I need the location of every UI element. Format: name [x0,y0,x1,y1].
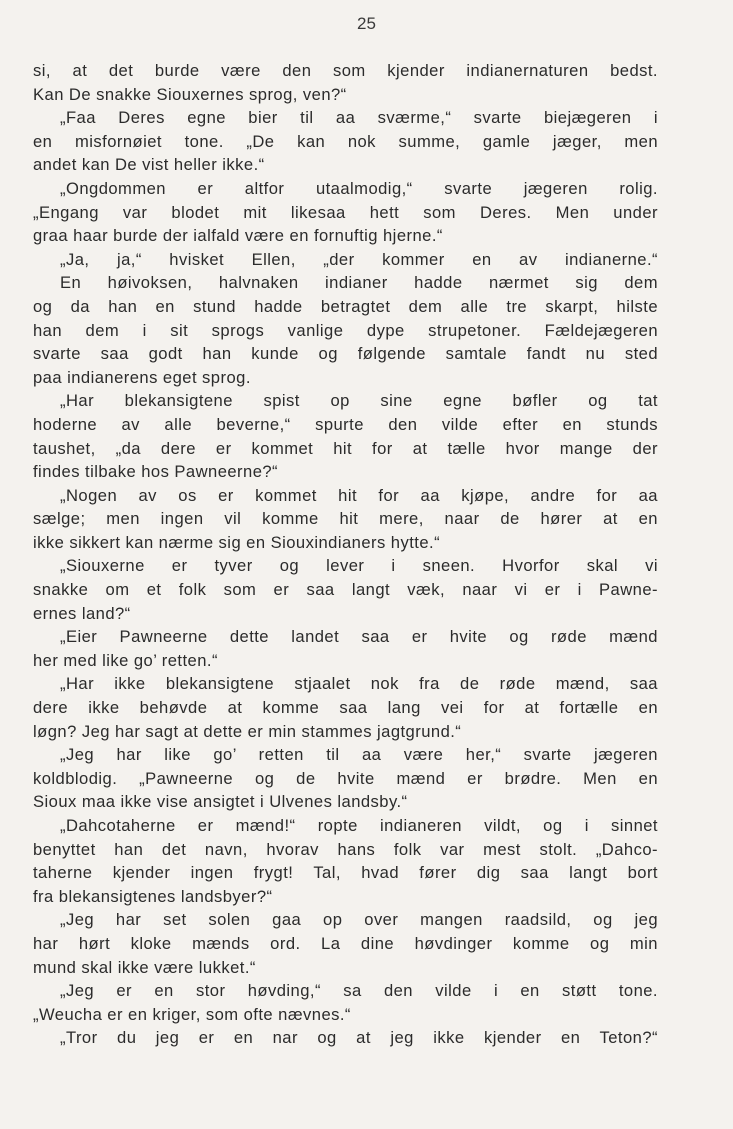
text-line: her med like go’ retten.“ [33,650,218,670]
text-line: Kan De snakke Siouxernes sprog, ven?“ [33,84,347,104]
text-line: mund skal ikke være lukket.“ [33,957,256,977]
text-line: koldblodig. „Pawneerne og de hvite mænd er brødre. Men en [33,768,658,788]
body-text [33,59,658,1050]
text-line: og da han en stund hadde betragtet dem alle tre skarpt, hilste [33,296,658,316]
text-line: „Jeg har like go’ retten til aa være her,“ svarte jægeren [60,745,658,765]
text-line: sælge; men ingen vil komme hit mere, naar de hører at en [33,509,658,529]
text-line: taushet, „da dere er kommet hit for at tælle hvor mange der [33,438,658,458]
text-line: „Dahcotaherne er mænd!“ ropte indianeren vildt, og i sinnet [60,816,658,835]
text-line: han dem i sit sprogs vanlige dype strupetoner. Fældejægeren [33,320,658,340]
text-line: „Tror du jeg er en nar og at jeg ikke kjender en Teton?“ [60,1028,658,1048]
text-line: En høivoksen, halvnaken indianer hadde nærmet sig dem [60,273,658,293]
text-line: „Weucha er en kriger, som ofte nævnes.“ [33,1004,351,1024]
text-line: benyttet han det navn, hvorav hans folk var mest stolt. „Dahco- [33,839,658,859]
text-line: „Jeg har set solen gaa op over mangen raadsild, og jeg [60,910,658,930]
text-line: Sioux maa ikke vise ansigtet i Ulvenes landsby.“ [33,792,408,812]
text-line: fra blekansigtenes landsbyer?“ [33,886,273,906]
text-line: „Har blekansigtene spist op sine egne bøfler og tat [60,391,658,411]
text-line: ernes land?“ [33,603,131,623]
text-line: „Ja, ja,“ hvisket Ellen, „der kommer en av indianerne.“ [60,249,658,269]
text-line: si, at det burde være den som kjender indianernaturen bedst. [33,61,658,80]
text-line: en misfornøiet tone. „De kan nok summe, gamle jæger, men [33,131,658,151]
text-line: „Har ikke blekansigtene stjaalet nok fra de røde mænd, saa [60,674,658,694]
text-line: ikke sikkert kan nærme sig en Siouxindianers hytte.“ [33,532,441,552]
text-line: „Jeg er en stor høvding,“ sa den vilde i en støtt tone. [60,981,658,1001]
page-number: 25 [357,14,376,33]
text-line: „Eier Pawneerne dette landet saa er hvite og røde mænd [60,627,658,647]
text-line: paa indianerens eget sprog. [33,367,251,387]
text-line: „Engang var blodet mit likesaa hett som Deres. Men under [33,202,658,222]
text-line: taherne kjender ingen frygt! Tal, hvad fører dig saa langt bort [33,863,658,883]
text-line: „Faa Deres egne bier til aa sværme,“ svarte biejægeren i [60,108,658,128]
text-line: snakke om et folk som er saa langt væk, naar vi er i Pawne- [33,580,658,600]
text-line: løgn? Jeg har sagt at dette er min stammes jagtgrund.“ [33,721,462,741]
text-line: „Ongdommen er altfor utaalmodig,“ svarte jægeren rolig. [60,178,658,198]
text-line: findes tilbake hos Pawneerne?“ [33,462,279,482]
text-line: har hørt kloke mænds ord. La dine høvdinger komme og min [33,933,658,953]
text-line: hoderne av alle beverne,“ spurte den vilde efter en stunds [33,414,658,434]
text-line: „Siouxerne er tyver og lever i sneen. Hvorfor skal vi [60,556,658,576]
text-line: dere ikke behøvde at komme saa lang vei for at fortælle en [33,698,658,718]
text-line: svarte saa godt han kunde og følgende samtale fandt nu sted [33,344,658,364]
text-line: graa haar burde der ialfald være en fornuftig hjerne.“ [33,226,443,246]
text-line: andet kan De vist heller ikke.“ [33,155,265,175]
text-line: „Nogen av os er kommet hit for aa kjøpe, andre for aa [60,485,658,505]
